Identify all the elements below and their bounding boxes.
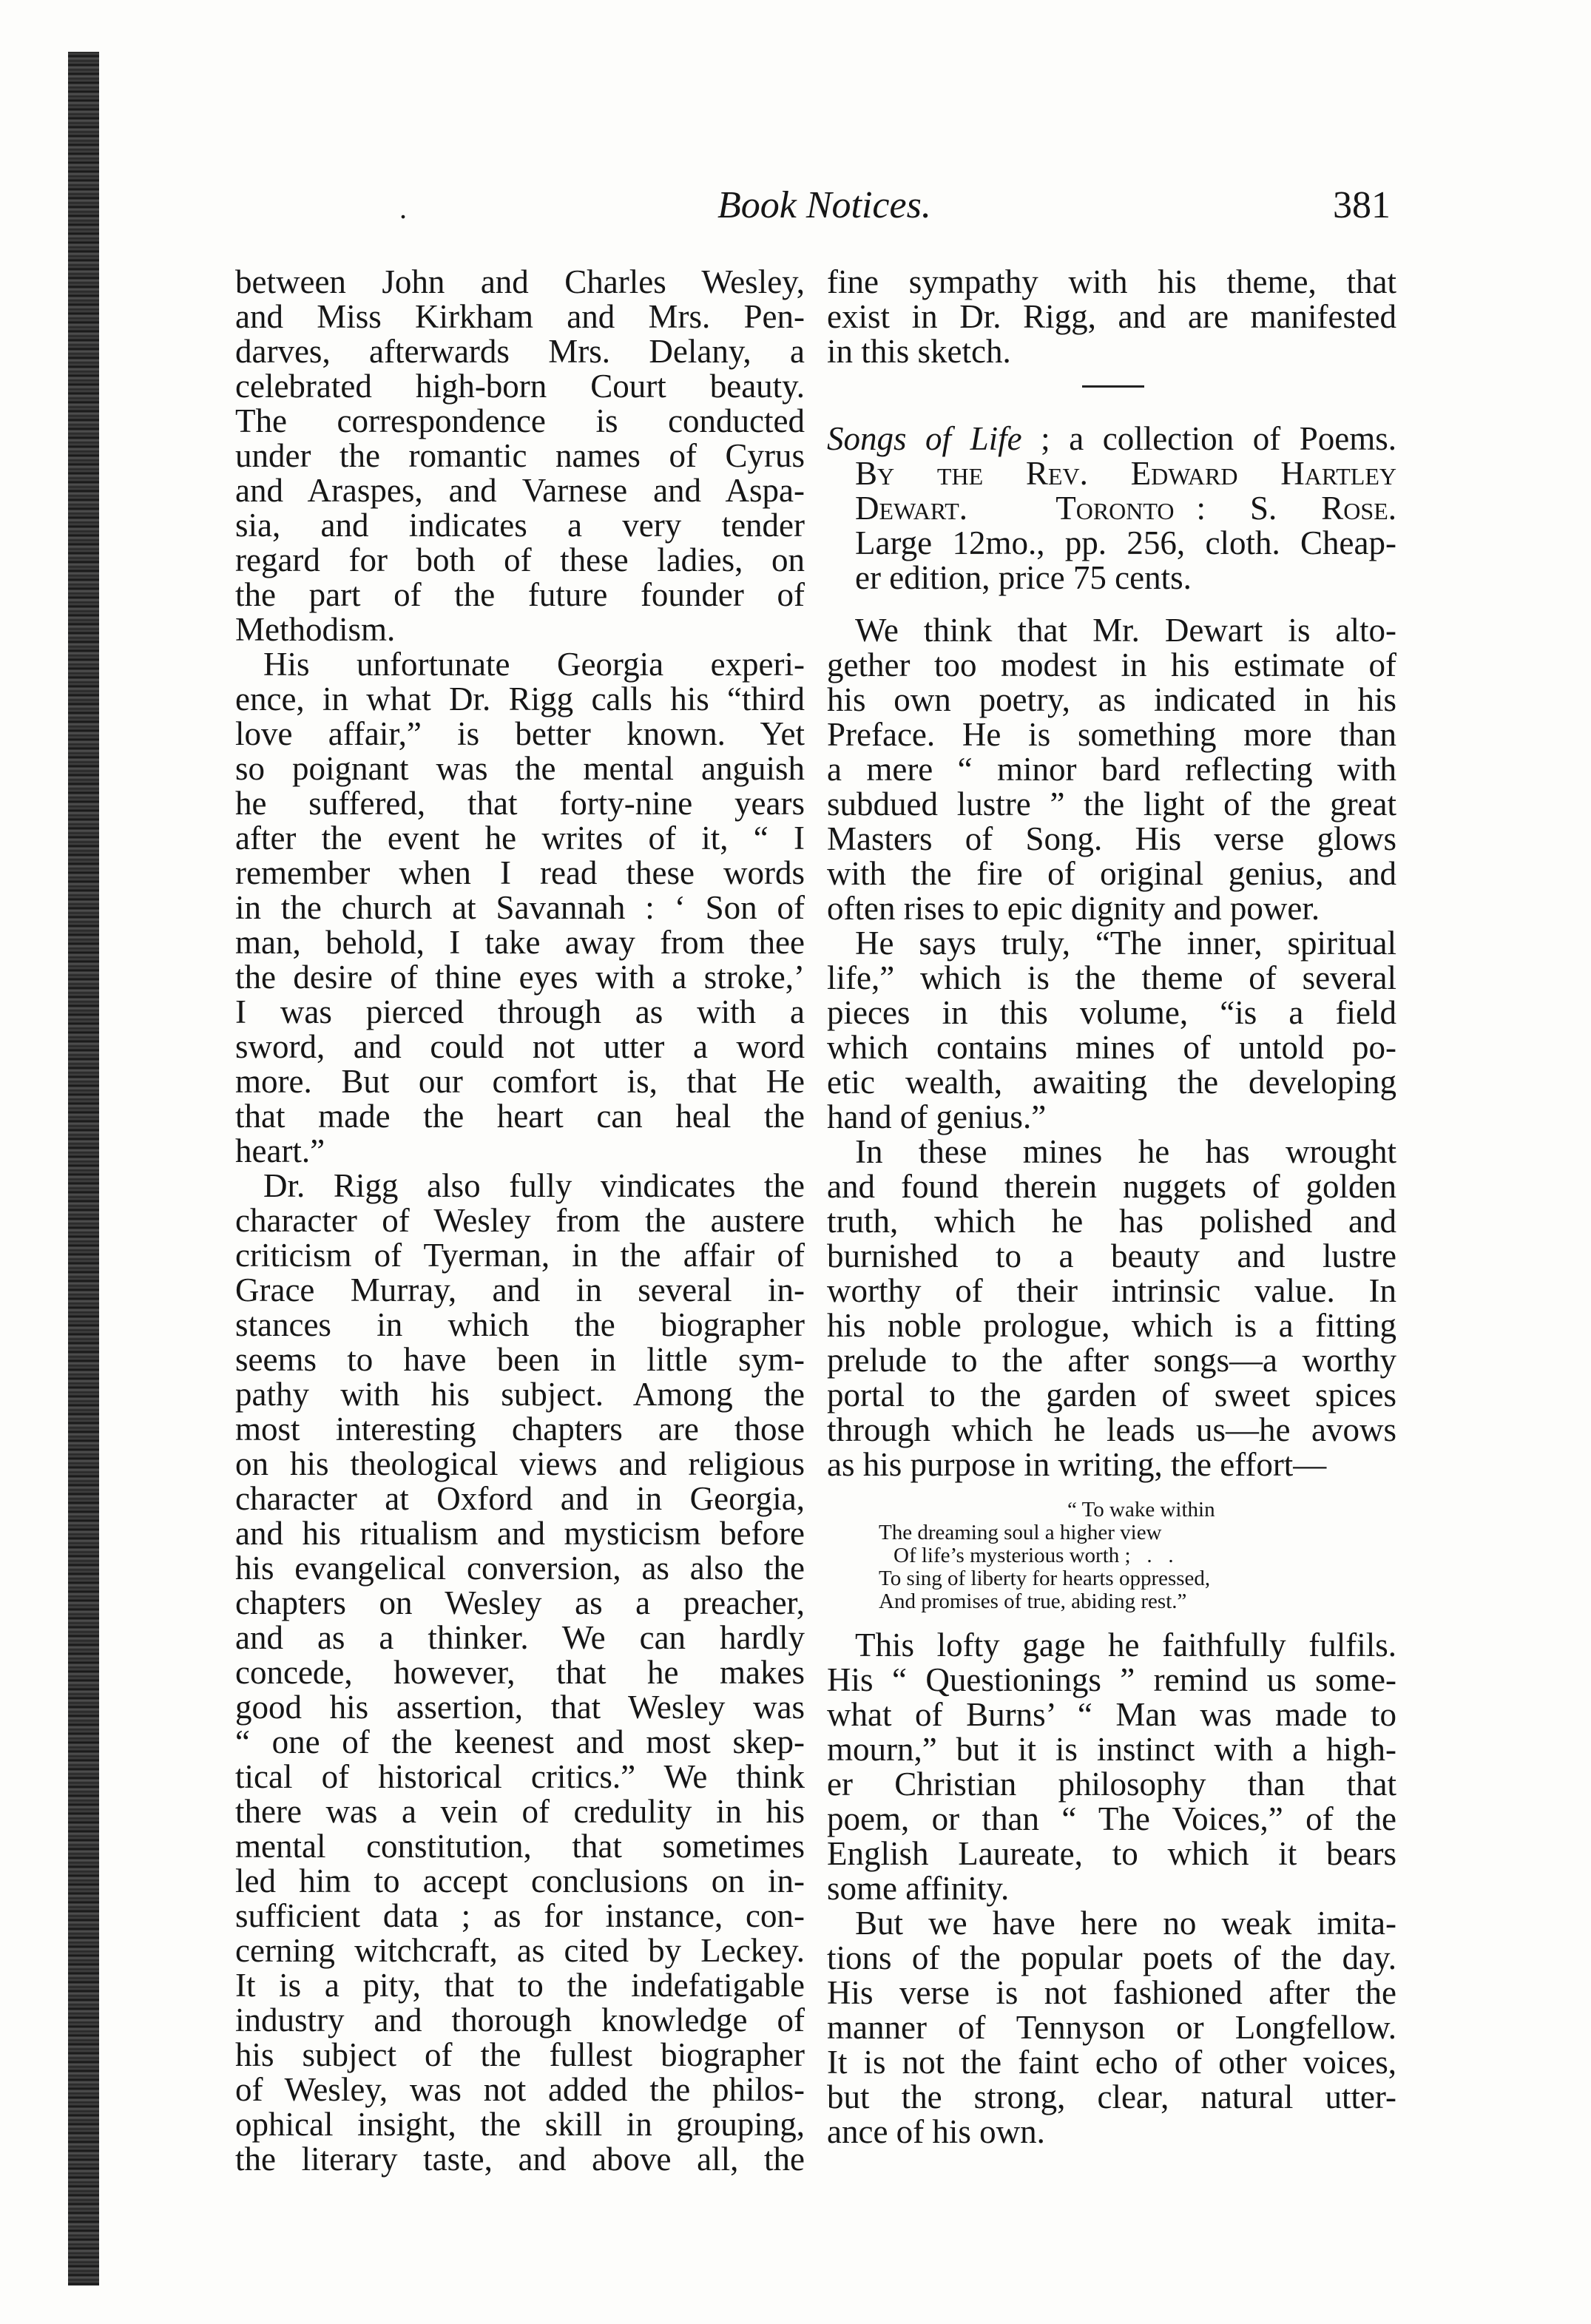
running-header — [399, 183, 1391, 235]
book-entry-line: Songs of Life ; a collection of Poems. — [827, 420, 1396, 457]
text-line: sword, and could not utter a word — [235, 1028, 805, 1065]
verse-line: The dreaming soul a higher view — [879, 1521, 1162, 1544]
text-line: with the fire of original genius, and — [827, 855, 1396, 892]
book-entry-line: er edition, price 75 cents. — [855, 559, 1192, 596]
verse-line: “ To wake within — [1067, 1498, 1215, 1521]
text-line: sia, and indicates a very tender — [235, 507, 805, 544]
text-line: as his purpose in writing, the effort— — [827, 1446, 1327, 1483]
verse-line: To sing of liberty for hearts oppressed, — [879, 1567, 1211, 1590]
text-line: there was a vein of credulity in his — [235, 1793, 805, 1830]
text-line: prelude to the after songs—a worthy — [827, 1342, 1396, 1379]
text-line: celebrated high-born Court beauty. — [235, 368, 805, 405]
verse-line: Of life’s mysterious worth ; . . — [894, 1544, 1174, 1567]
text-line: cerning witchcraft, as cited by Leckey. — [235, 1932, 805, 1969]
text-line: Preface. He is something more than — [827, 716, 1396, 753]
text-line: In these mines he has wrought — [855, 1133, 1396, 1170]
book-entry-line: By the Rev. Edward Hartley — [855, 455, 1396, 492]
text-line: some affinity. — [827, 1870, 1010, 1907]
header-dot: . — [399, 192, 407, 225]
text-line: er Christian philosophy than that — [827, 1766, 1396, 1803]
text-line: tical of historical critics.” We think — [235, 1758, 805, 1795]
text-line: of Wesley, was not added the philos- — [235, 2071, 805, 2108]
text-line: the desire of thine eyes with a stroke,’ — [235, 959, 805, 996]
text-line: and Miss Kirkham and Mrs. Pen- — [235, 298, 805, 335]
text-line: I was pierced through as with a — [235, 993, 805, 1030]
text-line: life,” which is the theme of several — [827, 959, 1396, 996]
text-line: manner of Tennyson or Longfellow. — [827, 2009, 1396, 2046]
text-line: that made the heart can heal the — [235, 1098, 805, 1135]
right-column-continuation — [827, 265, 1396, 369]
left-column — [235, 265, 805, 2177]
text-line: poem, or than “ The Voices,” of the — [827, 1800, 1396, 1837]
text-line: hand of genius.” — [827, 1098, 1047, 1135]
text-line: He says truly, “The inner, spiritual — [855, 925, 1396, 962]
text-line: man, behold, I take away from thee — [235, 924, 805, 961]
text-line: stances in which the biographer — [235, 1306, 805, 1343]
text-line: his noble prologue, which is a fitting — [827, 1307, 1396, 1344]
text-line: what of Burns’ “ Man was made to — [827, 1696, 1396, 1733]
text-line: industry and thorough knowledge of — [235, 2002, 805, 2038]
text-line: after the event he writes of it, “ I — [235, 820, 805, 857]
text-line: chapters on Wesley as a preacher, — [235, 1584, 805, 1621]
text-line: on his theological views and religious — [235, 1445, 805, 1482]
text-line: worthy of their intrinsic value. In — [827, 1272, 1396, 1309]
text-line: But we have here no weak imita- — [855, 1905, 1396, 1942]
text-line: he suffered, that forty-nine years — [235, 785, 805, 822]
book-entry-line: Dewart. Toronto : S. Rose. — [855, 490, 1396, 527]
review-body — [827, 613, 1396, 1482]
text-line: led him to accept conclusions on in- — [235, 1862, 805, 1899]
text-line: truth, which he has polished and — [827, 1203, 1396, 1240]
text-line: criticism of Tyerman, in the affair of — [235, 1237, 805, 1274]
text-line: Masters of Song. His verse glows — [827, 820, 1396, 857]
text-line: We think that Mr. Dewart is alto- — [855, 612, 1396, 649]
book-entry-line: Large 12mo., pp. 256, cloth. Cheap- — [855, 524, 1396, 561]
text-line: character of Wesley from the austere — [235, 1202, 805, 1239]
text-line: through which he leads us—he avows — [827, 1411, 1396, 1448]
text-line: and Araspes, and Varnese and Aspa- — [235, 472, 805, 509]
text-line: the part of the future founder of — [235, 576, 805, 613]
text-line: darves, afterwards Mrs. Delany, a — [235, 333, 805, 370]
text-line: ance of his own. — [827, 2113, 1045, 2150]
text-line: pathy with his subject. Among the — [235, 1376, 805, 1413]
text-line: “ one of the keenest and most skep- — [235, 1723, 805, 1760]
text-line: but the strong, clear, natural utter- — [827, 2078, 1396, 2115]
text-line: character at Oxford and in Georgia, — [235, 1480, 805, 1517]
text-line: the literary taste, and above all, the — [235, 2141, 805, 2178]
text-line: tions of the popular poets of the day. — [827, 1939, 1396, 1976]
text-line: This lofty gage he faithfully fulfils. — [855, 1627, 1396, 1663]
text-line: burnished to a beauty and lustre — [827, 1237, 1396, 1274]
text-line: mourn,” but it is instinct with a high- — [827, 1731, 1396, 1768]
text-line: Dr. Rigg also fully vindicates the — [263, 1167, 805, 1204]
text-line: good his assertion, that Wesley was — [235, 1689, 805, 1726]
text-line: pieces in this volume, “is a field — [827, 994, 1396, 1031]
text-line: under the romantic names of Cyrus — [235, 437, 805, 474]
text-line: ophical insight, the skill in grouping, — [235, 2106, 805, 2143]
book-binding-edge — [68, 52, 99, 2286]
text-line: his own poetry, as indicated in his — [827, 681, 1396, 718]
text-line: portal to the garden of sweet spices — [827, 1377, 1396, 1413]
text-line: His verse is not fashioned after the — [827, 1974, 1396, 2011]
text-line: subdued lustre ” the light of the great — [827, 786, 1396, 822]
running-title: Book Notices. — [717, 184, 931, 226]
text-line: concede, however, that he makes — [235, 1654, 805, 1691]
text-line: His unfortunate Georgia experi- — [263, 646, 805, 683]
text-line: heart.” — [235, 1132, 325, 1169]
text-line: The correspondence is conducted — [235, 402, 805, 439]
text-line: regard for both of these ladies, on — [235, 541, 805, 578]
text-line: in this sketch. — [827, 333, 1011, 370]
text-line: his evangelical conversion, as also the — [235, 1550, 805, 1587]
text-line: mental constitution, that sometimes — [235, 1828, 805, 1865]
text-line: often rises to epic dignity and power. — [827, 890, 1320, 927]
text-line: in the church at Savannah : ‘ Son of — [235, 889, 805, 926]
text-line: Grace Murray, and in several in- — [235, 1271, 805, 1308]
text-line: love affair,” is better known. Yet — [235, 715, 805, 752]
text-line: sufficient data ; as for instance, con- — [235, 1897, 805, 1934]
text-line: seems to have been in little sym- — [235, 1341, 805, 1378]
text-line: and his ritualism and mysticism before — [235, 1515, 805, 1552]
book-title: Songs of Life — [827, 420, 1022, 457]
text-line: between John and Charles Wesley, — [235, 263, 805, 300]
text-line: and as a thinker. We can hardly — [235, 1619, 805, 1656]
text-line: more. But our comfort is, that He — [235, 1063, 805, 1100]
text-line: which contains mines of untold po- — [827, 1029, 1396, 1066]
section-divider-rule — [1082, 385, 1144, 388]
right-column — [827, 265, 1396, 2149]
page-number: 381 — [1333, 184, 1391, 226]
verse-quotation — [827, 1499, 1396, 1613]
text-line: most interesting chapters are those — [235, 1411, 805, 1448]
text-line: and found therein nuggets of golden — [827, 1168, 1396, 1205]
text-line: gether too modest in his estimate of — [827, 646, 1396, 683]
text-line: ence, in what Dr. Rigg calls his “third — [235, 680, 805, 717]
text-line: English Laureate, to which it bears — [827, 1835, 1396, 1872]
text-line: His “ Questionings ” remind us some- — [827, 1661, 1396, 1698]
text-line: fine sympathy with his theme, that — [827, 263, 1396, 300]
book-entry-citation — [827, 422, 1396, 595]
text-line: exist in Dr. Rigg, and are manifested — [827, 298, 1396, 335]
verse-line: And promises of true, abiding rest.” — [879, 1590, 1187, 1613]
text-line: so poignant was the mental anguish — [235, 750, 805, 787]
review-conclusion — [827, 1628, 1396, 2149]
text-line: his subject of the fullest biographer — [235, 2036, 805, 2073]
text-line: It is a pity, that to the indefatigable — [235, 1967, 805, 2004]
text-line: remember when I read these words — [235, 854, 805, 891]
text-line: a mere “ minor bard reflecting with — [827, 751, 1396, 788]
text-line: Methodism. — [235, 611, 396, 648]
text-line: It is not the faint echo of other voices, — [827, 2044, 1396, 2081]
text-line: etic wealth, awaiting the developing — [827, 1064, 1396, 1101]
